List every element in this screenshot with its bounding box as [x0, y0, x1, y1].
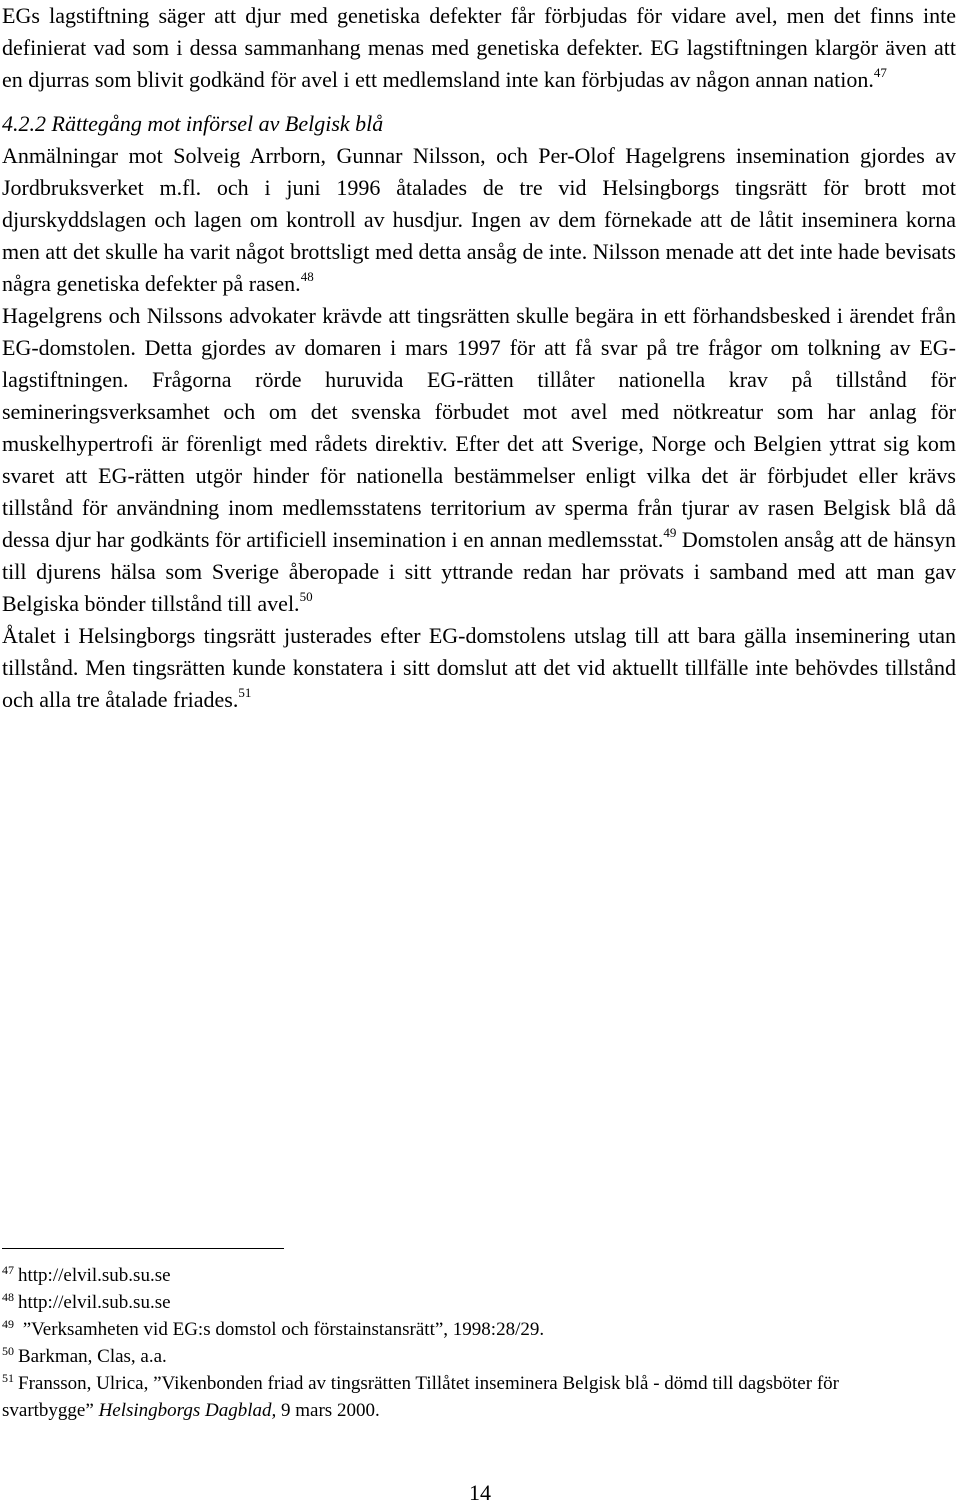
footnote-separator [2, 1248, 284, 1249]
paragraph-1-text: EGs lagstiftning säger att djur med genetiska defekter får förbjudas för vidare avel, men det finns inte definierat vad som i dessa sammanhang menas med genetiska defekter. EG lagstiftningen klargör även att en djurras som blivit godkänd för avel i ett medlemsland inte kan förbjudas av någon annan nation. [2, 3, 956, 92]
footnote-51 [2, 1370, 932, 1424]
footnote-ref-51[interactable]: 51 [238, 684, 252, 700]
section-heading: 4.2.2 Rättegång mot införsel av Belgisk blå [2, 111, 384, 136]
footnote-text[interactable]: http://elvil.sub.su.se [18, 1265, 171, 1286]
footnotes [2, 1262, 932, 1424]
footnote-number: 51 [2, 1370, 14, 1385]
footnote-date: 9 mars 2000. [276, 1400, 380, 1421]
footnote-ref-47[interactable]: 47 [873, 64, 887, 80]
footnote-47 [2, 1262, 932, 1289]
footnote-text: Fransson, Ulrica, ”Vikenbonden friad av tingsrätten Tillåtet inseminera Belgisk blå - dömd till dagsböter för svartbygge” [2, 1373, 839, 1421]
footnote-48 [2, 1289, 932, 1316]
footnote-ref-50[interactable]: 50 [299, 588, 313, 604]
footnote-number: 49 [2, 1316, 14, 1331]
body-text [2, 0, 956, 716]
footnote-50 [2, 1343, 932, 1370]
footnote-number: 47 [2, 1262, 14, 1277]
footnote-text[interactable]: http://elvil.sub.su.se [18, 1292, 171, 1313]
paragraph-3 [2, 300, 956, 620]
page-number: 14 [469, 1480, 491, 1505]
paragraph-4-text: Åtalet i Helsingborgs tingsrätt justerades efter EG-domstolens utslag till att bara gälla inseminering utan tillstånd. Men tingsrätten kunde konstatera i sitt domslut att det vid aktuellt tillfälle inte behövdes tillstånd och alla tre åtalade friades. [2, 623, 956, 712]
footnote-ref-49[interactable]: 49 [663, 524, 677, 540]
footnote-text: ”Verksamheten vid EG:s domstol och förstainstansrätt”, 1998:28/29. [18, 1319, 545, 1340]
paragraph-3-text-a: Hagelgrens och Nilssons advokater krävde att tingsrätten skulle begära in ett förhandsbesked i ärendet från EG-domstolen. Detta gjordes av domaren i mars 1997 för att få svar på tre frågor om tolkning av EG-lagstiftningen. Frågorna rörde huruvida EG-rätten tillåter nationella krav på tillstånd för semineringsverksamhet och om det svenska förbudet mot avel med nötkreatur som har anlag för muskelhypertrofi är förenligt med rådets direktiv. Efter det att Sverige, Norge och Belgien yttrat sig kom svaret att EG-rätten utgör hinder för nationella bestämmelser enligt vilka det är förbjudet eller krävs tillstånd för användning inom medlemsstatens territorium av sperma från tjurar av rasen Belgisk blå då dessa djur har godkänts för artificiell insemination i en annan medlemsstat. [2, 303, 956, 552]
footnote-ref-48[interactable]: 48 [300, 268, 314, 284]
paragraph-2 [2, 140, 956, 300]
footnote-text: Barkman, Clas, a.a. [18, 1346, 167, 1367]
paragraph-4 [2, 620, 956, 716]
footnote-source-title: Helsingborgs Dagblad, [98, 1400, 277, 1421]
footnote-number: 48 [2, 1289, 14, 1304]
paragraph-1 [2, 0, 956, 96]
paragraph-2-text: Anmälningar mot Solveig Arrborn, Gunnar Nilsson, och Per-Olof Hagelgrens insemination gjordes av Jordbruksverket m.fl. och i juni 1996 åtalades de tre vid Helsingborgs tingsrätt för brott mot djurskyddslagen och lagen om kontroll av husdjur. Ingen av dem förnekade att de låtit inseminera korna men att det skulle ha varit något brottsligt med detta ansåg de inte. Nilsson menade att det inte hade bevisats några genetiska defekter på rasen. [2, 143, 956, 296]
footnote-number: 50 [2, 1343, 14, 1358]
footnote-49 [2, 1316, 932, 1343]
paragraph-3-text-b: Domstolen ansåg att de hänsyn till djurens hälsa som Sverige åberopade i sitt yttrande redan har prövats i samband med att man gav Belgiska bönder tillstånd till avel. [2, 527, 956, 616]
